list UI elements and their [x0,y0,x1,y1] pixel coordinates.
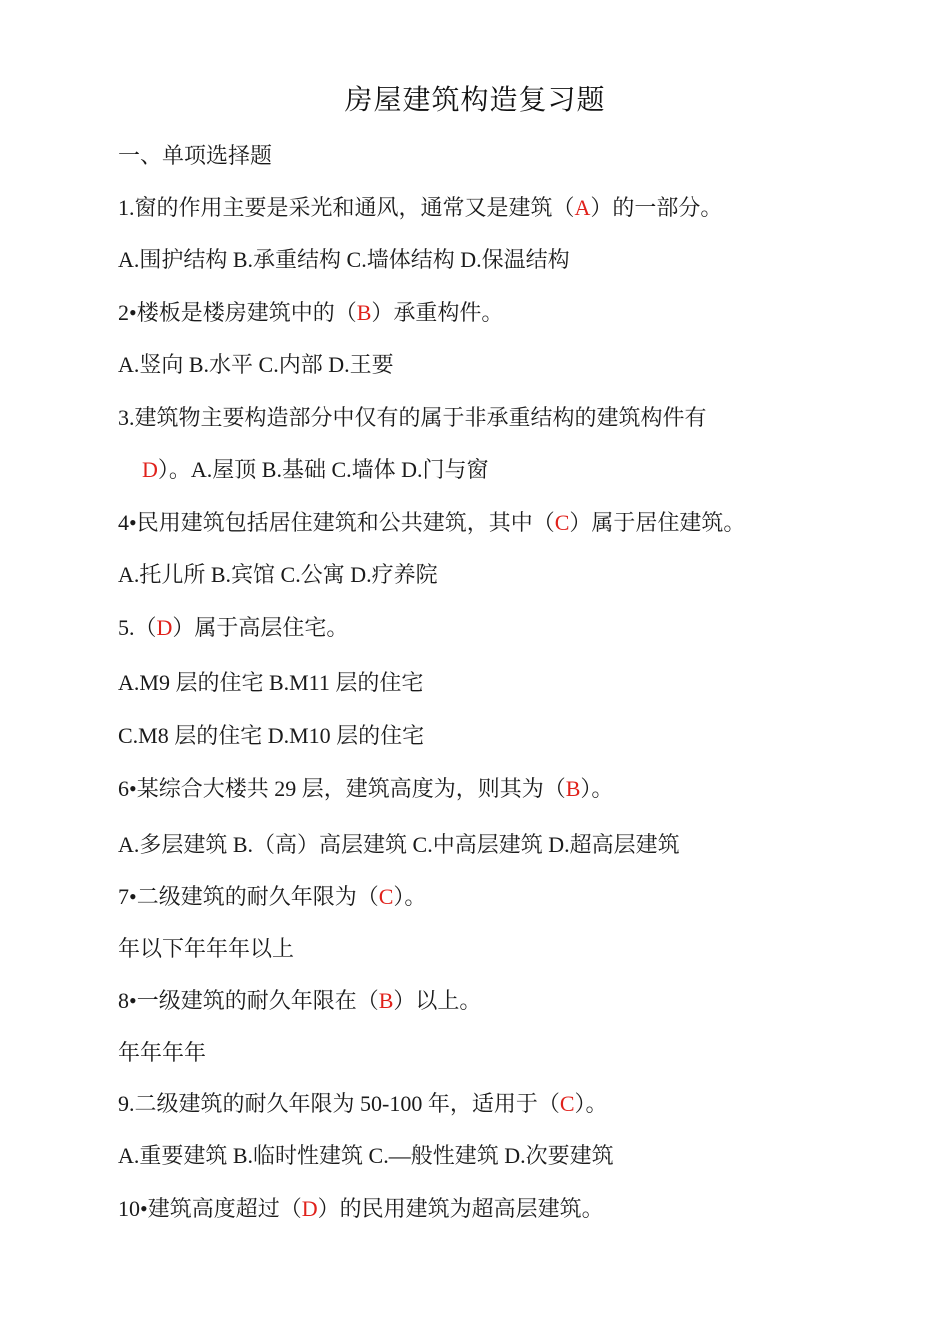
answer-2: B [356,300,372,325]
answer-6: B [565,776,581,801]
question-8-options: 年年年年 [118,1040,207,1065]
question-4: 4•民用建筑包括居住建筑和公共建筑，其中（C）属于居住建筑。 [118,510,746,535]
question-8: 8•一级建筑的耐久年限在（B）以上。 [118,988,482,1013]
answer-5: D [156,615,173,640]
question-5: 5.（D）属于高层住宅。 [118,615,349,640]
answer-4: C [554,510,570,535]
answer-9: C [559,1091,575,1116]
question-2-options: A.竖向 B.水平 C.内部 D.王要 [118,352,394,377]
question-2: 2•楼板是楼房建筑中的（B）承重构件。 [118,300,504,325]
answer-10: D [301,1196,318,1221]
question-1: 1.窗的作用主要是采光和通风，通常又是建筑（A）的一部分。 [118,195,723,220]
answer-7: C [378,884,394,909]
question-9-options: A.重要建筑 B.临时性建筑 C.—般性建筑 D.次要建筑 [118,1143,614,1168]
answer-3: D [142,457,158,482]
question-6-options: A.多层建筑 B.（高）高层建筑 C.中高层建筑 D.超高层建筑 [118,832,680,857]
question-7-options: 年以下年年年以上 [118,936,295,961]
question-7: 7•二级建筑的耐久年限为（C）。 [118,884,427,909]
answer-8: B [378,988,394,1013]
document-title: 房屋建筑构造复习题 [344,83,606,116]
question-3-continued: D）。A.屋顶 B.基础 C.墙体 D.门与窗 [142,457,489,482]
answer-1: A [574,195,591,220]
question-5-options-2: C.M8 层的住宅 D.M10 层的住宅 [118,723,425,748]
question-6: 6•某综合大楼共 29 层，建筑高度为，则其为（B）。 [118,776,614,801]
section-heading: 一、单项选择题 [118,143,273,168]
question-1-options: A.围护结构 B.承重结构 C.墙体结构 D.保温结构 [118,247,570,272]
question-4-options: A.托儿所 B.宾馆 C.公寓 D.疗养院 [118,562,438,587]
question-5-options-1: A.M9 层的住宅 B.M11 层的住宅 [118,670,424,695]
question-10: 10•建筑高度超过（D）的民用建筑为超高层建筑。 [118,1196,604,1221]
question-3: 3.建筑物主要构造部分中仅有的属于非承重结构的建筑构件有 [118,405,707,430]
question-9: 9.二级建筑的耐久年限为 50-100 年，适用于（C）。 [118,1091,608,1116]
